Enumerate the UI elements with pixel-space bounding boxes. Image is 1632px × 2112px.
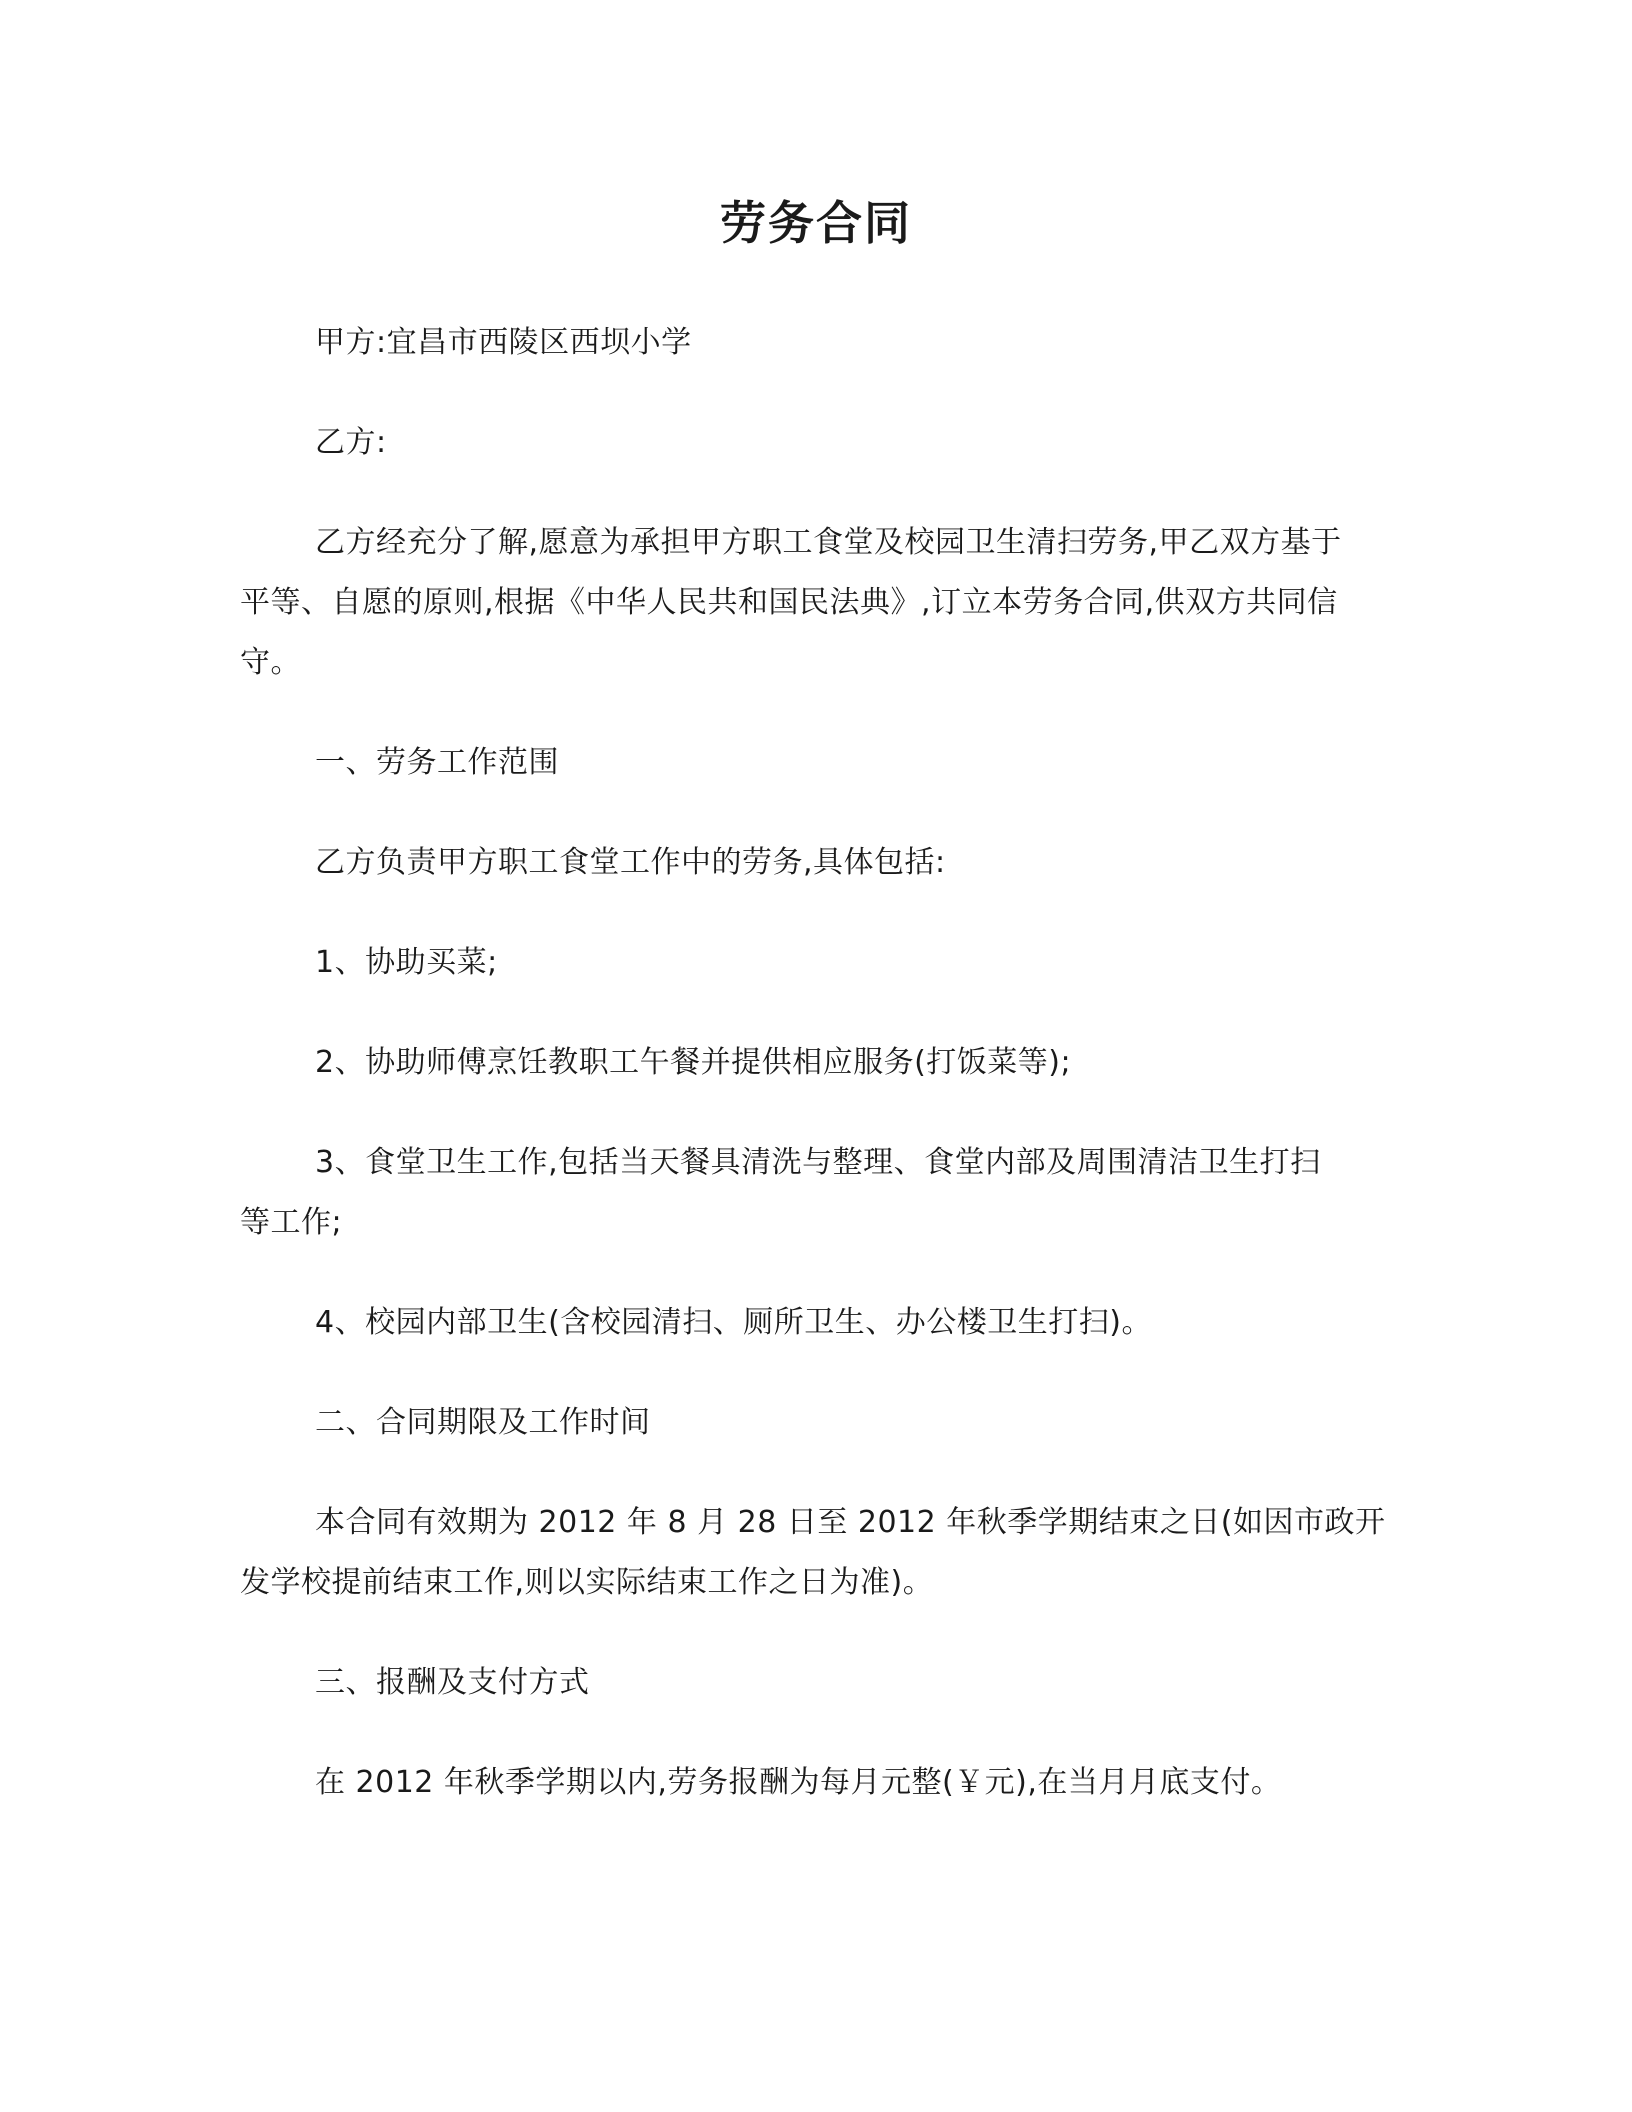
list-item-3-line-2: 等工作; <box>240 1205 343 1240</box>
list-item-1-text: 1、协助买菜; <box>315 945 498 980</box>
document-title: 劳务合同 <box>720 196 912 250</box>
list-item-2 <box>240 1033 1392 1093</box>
list-item-3-line-1: 3、食堂卫生工作,包括当天餐具清洗与整理、食堂内部及周围清洁卫生打扫 <box>315 1145 1321 1180</box>
section-2-heading-text: 二、合同期限及工作时间 <box>315 1405 651 1440</box>
party-b-text: 乙方: <box>315 425 387 460</box>
list-item-2-text: 2、协助师傅烹饪教职工午餐并提供相应服务(打饭菜等); <box>315 1045 1072 1080</box>
list-item-4 <box>240 1293 1392 1353</box>
list-item-1 <box>240 933 1392 993</box>
section-3-text: 在 2012 年秋季学期以内,劳务报酬为每月元整(￥元),在当月月底支付。 <box>315 1765 1282 1800</box>
section-1-heading-text: 一、劳务工作范围 <box>315 745 559 780</box>
section-3-heading-text: 三、报酬及支付方式 <box>315 1665 590 1700</box>
party-a-text: 甲方:宜昌市西陵区西坝小学 <box>315 325 692 360</box>
intro-line-1: 乙方经充分了解,愿意为承担甲方职工食堂及校园卫生清扫劳务,甲乙双方基于 <box>315 525 1342 560</box>
party-a-line <box>240 313 1392 373</box>
section-1-intro-text: 乙方负责甲方职工食堂工作中的劳务,具体包括: <box>315 845 946 880</box>
intro-line-2: 平等、自愿的原则,根据《中华人民共和国民法典》,订立本劳务合同,供双方共同信 <box>240 585 1338 620</box>
section-3-heading <box>240 1653 1392 1713</box>
section-3-paragraph <box>240 1753 1392 1813</box>
section-2-heading <box>240 1393 1392 1453</box>
section-1-intro <box>240 833 1392 893</box>
party-b-line <box>240 413 1392 473</box>
intro-line-3: 守。 <box>240 645 301 680</box>
section-2-line-2: 发学校提前结束工作,则以实际结束工作之日为准)。 <box>240 1565 934 1600</box>
list-item-3 <box>240 1133 1392 1253</box>
list-item-4-text: 4、校园内部卫生(含校园清扫、厕所卫生、办公楼卫生打扫)。 <box>315 1305 1152 1340</box>
intro-paragraph <box>240 513 1392 693</box>
section-2-line-1: 本合同有效期为 2012 年 8 月 28 日至 2012 年秋季学期结束之日(如因市政开 <box>315 1505 1386 1540</box>
section-2-paragraph <box>240 1493 1392 1613</box>
section-1-heading <box>240 733 1392 793</box>
